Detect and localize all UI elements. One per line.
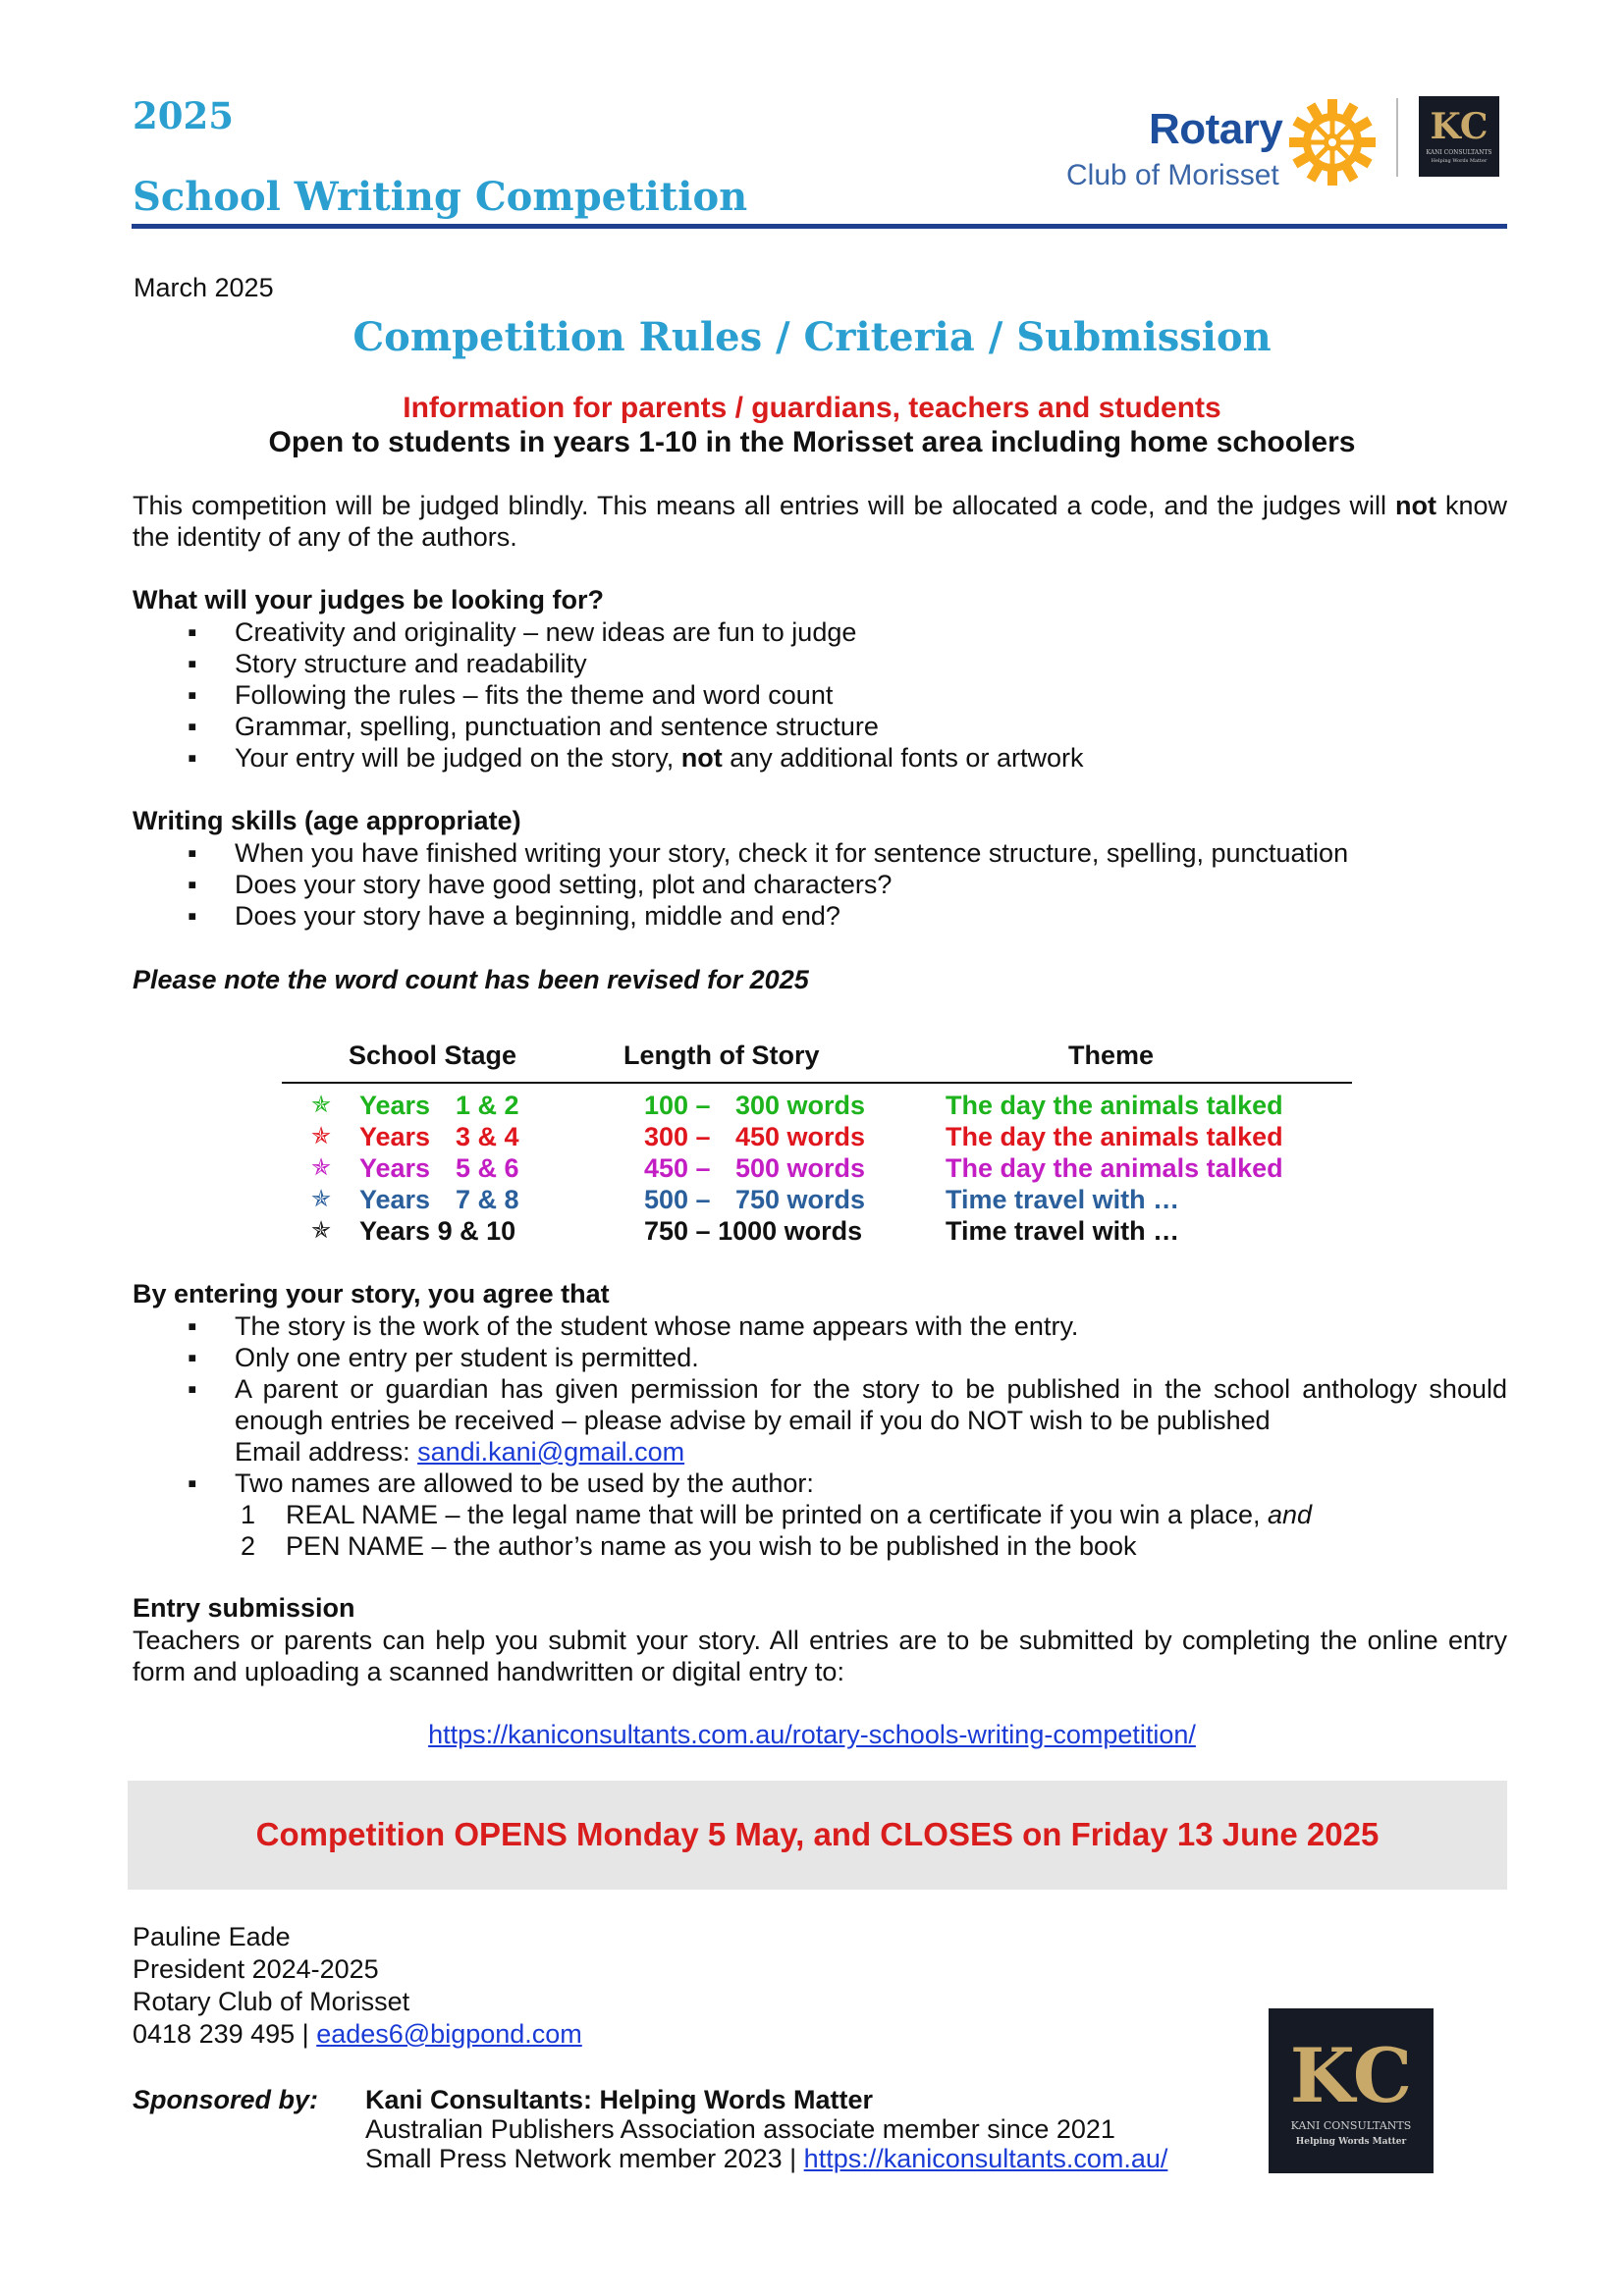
row-length-to: 300 words: [735, 1091, 866, 1120]
list-item-text: Grammar, spelling, punctuation and sentence structure: [235, 712, 879, 741]
numbered-item: [133, 1530, 1507, 1562]
sponsor-line-3: [365, 2144, 1167, 2173]
row-length-from: 300 –: [644, 1122, 711, 1151]
square-bullet-icon: ▪: [188, 838, 197, 868]
kani-consultants-logo: [1419, 96, 1499, 177]
table-header-stage: School Stage: [349, 1041, 517, 1070]
item-number: 2: [241, 1531, 256, 1561]
star-icon: ✯: [311, 1154, 332, 1181]
square-bullet-icon: ▪: [188, 743, 197, 773]
kc-tagline: Helping Words Matter: [1431, 158, 1488, 164]
row-theme: The day the animals talked: [946, 1122, 1283, 1151]
row-length-from: 500 –: [644, 1185, 711, 1214]
sponsor-website-link[interactable]: https://kaniconsultants.com.au/: [803, 2144, 1168, 2173]
row-theme: The day the animals talked: [946, 1153, 1283, 1183]
signature-block: [133, 1921, 582, 2051]
rotary-club-name: Club of Morisset: [1066, 159, 1279, 191]
list-item-text: Your entry will be judged on the story,: [235, 743, 681, 773]
list-item-text: Creativity and originality – new ideas are fun to judge: [235, 617, 857, 647]
list-item-text: Does your story have good setting, plot and characters?: [235, 870, 893, 899]
entry-paragraph: Teachers or parents can help you submit your story. All entries are to be submitted by completing the online entry form and uploading a scanned handwritten or digital entry to:: [133, 1626, 1507, 1686]
row-theme: Time travel with …: [946, 1216, 1180, 1246]
sponsor-line-3-text: Small Press Network member 2023 |: [365, 2144, 804, 2173]
list-item: [133, 837, 1507, 869]
entry-heading: Entry submission: [133, 1593, 355, 1623]
list-item: [133, 1468, 1507, 1499]
square-bullet-icon: ▪: [188, 1311, 197, 1341]
list-item-text: When you have finished writing your story, check it for sentence structure, spelling, punctuation: [235, 838, 1349, 868]
kc-name: KANI CONSULTANTS: [1290, 2119, 1412, 2132]
agreement-heading: By entering your story, you agree that: [133, 1279, 610, 1308]
signatory-role: President 2024-2025: [133, 1954, 379, 1984]
square-bullet-icon: ▪: [188, 617, 197, 647]
logo-separator: [1396, 98, 1398, 177]
kc-letters: KC: [1289, 2032, 1413, 2119]
row-length-to: 500 words: [735, 1153, 866, 1183]
square-bullet-icon: ▪: [188, 1343, 197, 1372]
list-item-text: Following the rules – fits the theme and word count: [235, 680, 834, 710]
row-years: Years: [359, 1153, 431, 1183]
square-bullet-icon: ▪: [188, 649, 197, 678]
intro-bold: not: [1395, 491, 1436, 520]
intro-text-before: This competition will be judged blindly. This means all entries will be allocated a code, and the judges will: [133, 491, 1395, 520]
list-item-text: A parent or guardian has given permission for the story to be published in the school anthology should enough entries be received – please advise by email if you do NOT wish to be published: [235, 1374, 1507, 1435]
judges-criteria-list: [133, 616, 1507, 774]
contact-email-link[interactable]: sandi.kani@gmail.com: [417, 1437, 685, 1467]
table-header-length: Length of Story: [623, 1041, 820, 1070]
entry-url-row: [0, 1720, 1624, 1750]
square-bullet-icon: ▪: [188, 680, 197, 710]
list-item-text: any additional fonts or artwork: [722, 743, 1084, 773]
sponsor-line-2: Australian Publishers Association associate member since 2021: [365, 2114, 1115, 2144]
row-years: Years: [359, 1122, 431, 1151]
list-item: [133, 742, 1507, 774]
item-text: REAL NAME – the legal name that will be printed on a certificate if you win a place,: [286, 1500, 1269, 1529]
list-item: [133, 616, 1507, 648]
row-length-from: 450 –: [644, 1153, 711, 1183]
intro-text-after: know the identity of any of the authors.: [133, 491, 1507, 552]
row-length-from: 100 –: [644, 1091, 711, 1120]
signatory-email-link[interactable]: eades6@bigpond.com: [316, 2019, 582, 2049]
kc-tagline: Helping Words Matter: [1295, 2137, 1407, 2147]
list-item-text: The story is the work of the student whose name appears with the entry.: [235, 1311, 1079, 1341]
info-audience-line: Information for parents / guardians, teachers and students: [403, 392, 1221, 424]
signatory-contact: [133, 2018, 582, 2051]
word-count-note: Please note the word count has been revised for 2025: [133, 965, 809, 994]
header-divider: [132, 224, 1507, 229]
eligibility-line: Open to students in years 1-10 in the Morisset area including home schoolers: [268, 426, 1356, 458]
star-icon: ✯: [311, 1217, 332, 1244]
square-bullet-icon: ▪: [188, 1374, 197, 1404]
rotary-wheel-icon: [1287, 97, 1378, 187]
row-length-to: 450 words: [735, 1122, 866, 1151]
kc-letters: KC: [1430, 106, 1489, 147]
rotary-wordmark: Rotary: [1149, 105, 1283, 153]
document-date: March 2025: [134, 273, 274, 302]
submission-link[interactable]: https://kaniconsultants.com.au/rotary-schools-writing-competition/: [428, 1720, 1196, 1749]
list-item: [133, 900, 1507, 932]
rules-heading: Competition Rules / Criteria / Submission: [352, 314, 1272, 360]
star-icon: ✯: [311, 1092, 332, 1118]
kani-consultants-logo-large: [1269, 2008, 1434, 2173]
row-year-range: 1 & 2: [456, 1091, 519, 1120]
row-years: Years 9 & 10: [359, 1216, 516, 1246]
square-bullet-icon: ▪: [188, 1468, 197, 1498]
row-year-range: 7 & 8: [456, 1185, 519, 1214]
intro-paragraph: [133, 490, 1507, 553]
row-years: Years: [359, 1185, 431, 1214]
table-header-rule: [282, 1082, 1352, 1084]
item-italic: and: [1268, 1500, 1313, 1529]
list-item: [133, 711, 1507, 742]
item-text: PEN NAME – the author’s name as you wish to be published in the book: [286, 1531, 1137, 1561]
item-number: 1: [241, 1500, 256, 1529]
row-year-range: 5 & 6: [456, 1153, 519, 1183]
square-bullet-icon: ▪: [188, 870, 197, 899]
year-heading: 2025: [133, 94, 234, 137]
rotary-logo: [1066, 93, 1380, 196]
row-theme: The day the animals talked: [946, 1091, 1283, 1120]
list-item-text: Does your story have a beginning, middle and end?: [235, 901, 840, 931]
sponsor-block: [365, 2085, 1167, 2173]
signatory-club: Rotary Club of Morisset: [133, 1987, 410, 2016]
skills-heading: Writing skills (age appropriate): [133, 806, 521, 835]
sponsor-label: Sponsored by:: [133, 2085, 319, 2114]
list-item: [133, 679, 1507, 711]
square-bullet-icon: ▪: [188, 712, 197, 741]
dates-banner-text: Competition OPENS Monday 5 May, and CLOSES on Friday 13 June 2025: [255, 1816, 1380, 1852]
row-length-to: 750 words: [735, 1185, 866, 1214]
row-years: Years: [359, 1091, 431, 1120]
list-item-text: Story structure and readability: [235, 649, 587, 678]
star-icon: ✯: [311, 1186, 332, 1212]
table-header-theme: Theme: [1068, 1041, 1155, 1070]
list-item-text: Only one entry per student is permitted.: [235, 1343, 699, 1372]
email-label: Email address:: [235, 1437, 418, 1467]
phone-number: 0418 239 495 |: [133, 2019, 317, 2049]
signatory-name: Pauline Eade: [133, 1922, 291, 1951]
author-names-list: [133, 1499, 1507, 1562]
list-item: [133, 1310, 1507, 1342]
skills-list: [133, 837, 1507, 932]
list-item-bold: not: [680, 743, 723, 773]
sponsor-name: Kani Consultants: Helping Words Matter: [365, 2085, 874, 2114]
dates-banner: [128, 1781, 1507, 1890]
kc-name: KANI CONSULTANTS: [1426, 149, 1492, 156]
row-length-from: 750 – 1000 words: [644, 1216, 863, 1246]
row-theme: Time travel with …: [946, 1185, 1180, 1214]
judges-heading: What will your judges be looking for?: [133, 585, 605, 614]
row-year-range: 3 & 4: [456, 1122, 519, 1151]
square-bullet-icon: ▪: [188, 901, 197, 931]
agreement-list: [133, 1310, 1507, 1499]
page-title: School Writing Competition: [133, 174, 748, 220]
list-item: [133, 1342, 1507, 1373]
star-icon: ✯: [311, 1123, 332, 1149]
list-item-text: Two names are allowed to be used by the author:: [235, 1468, 814, 1498]
list-item: [133, 1373, 1507, 1468]
numbered-item: [133, 1499, 1507, 1530]
list-item: [133, 648, 1507, 679]
list-item: [133, 869, 1507, 900]
